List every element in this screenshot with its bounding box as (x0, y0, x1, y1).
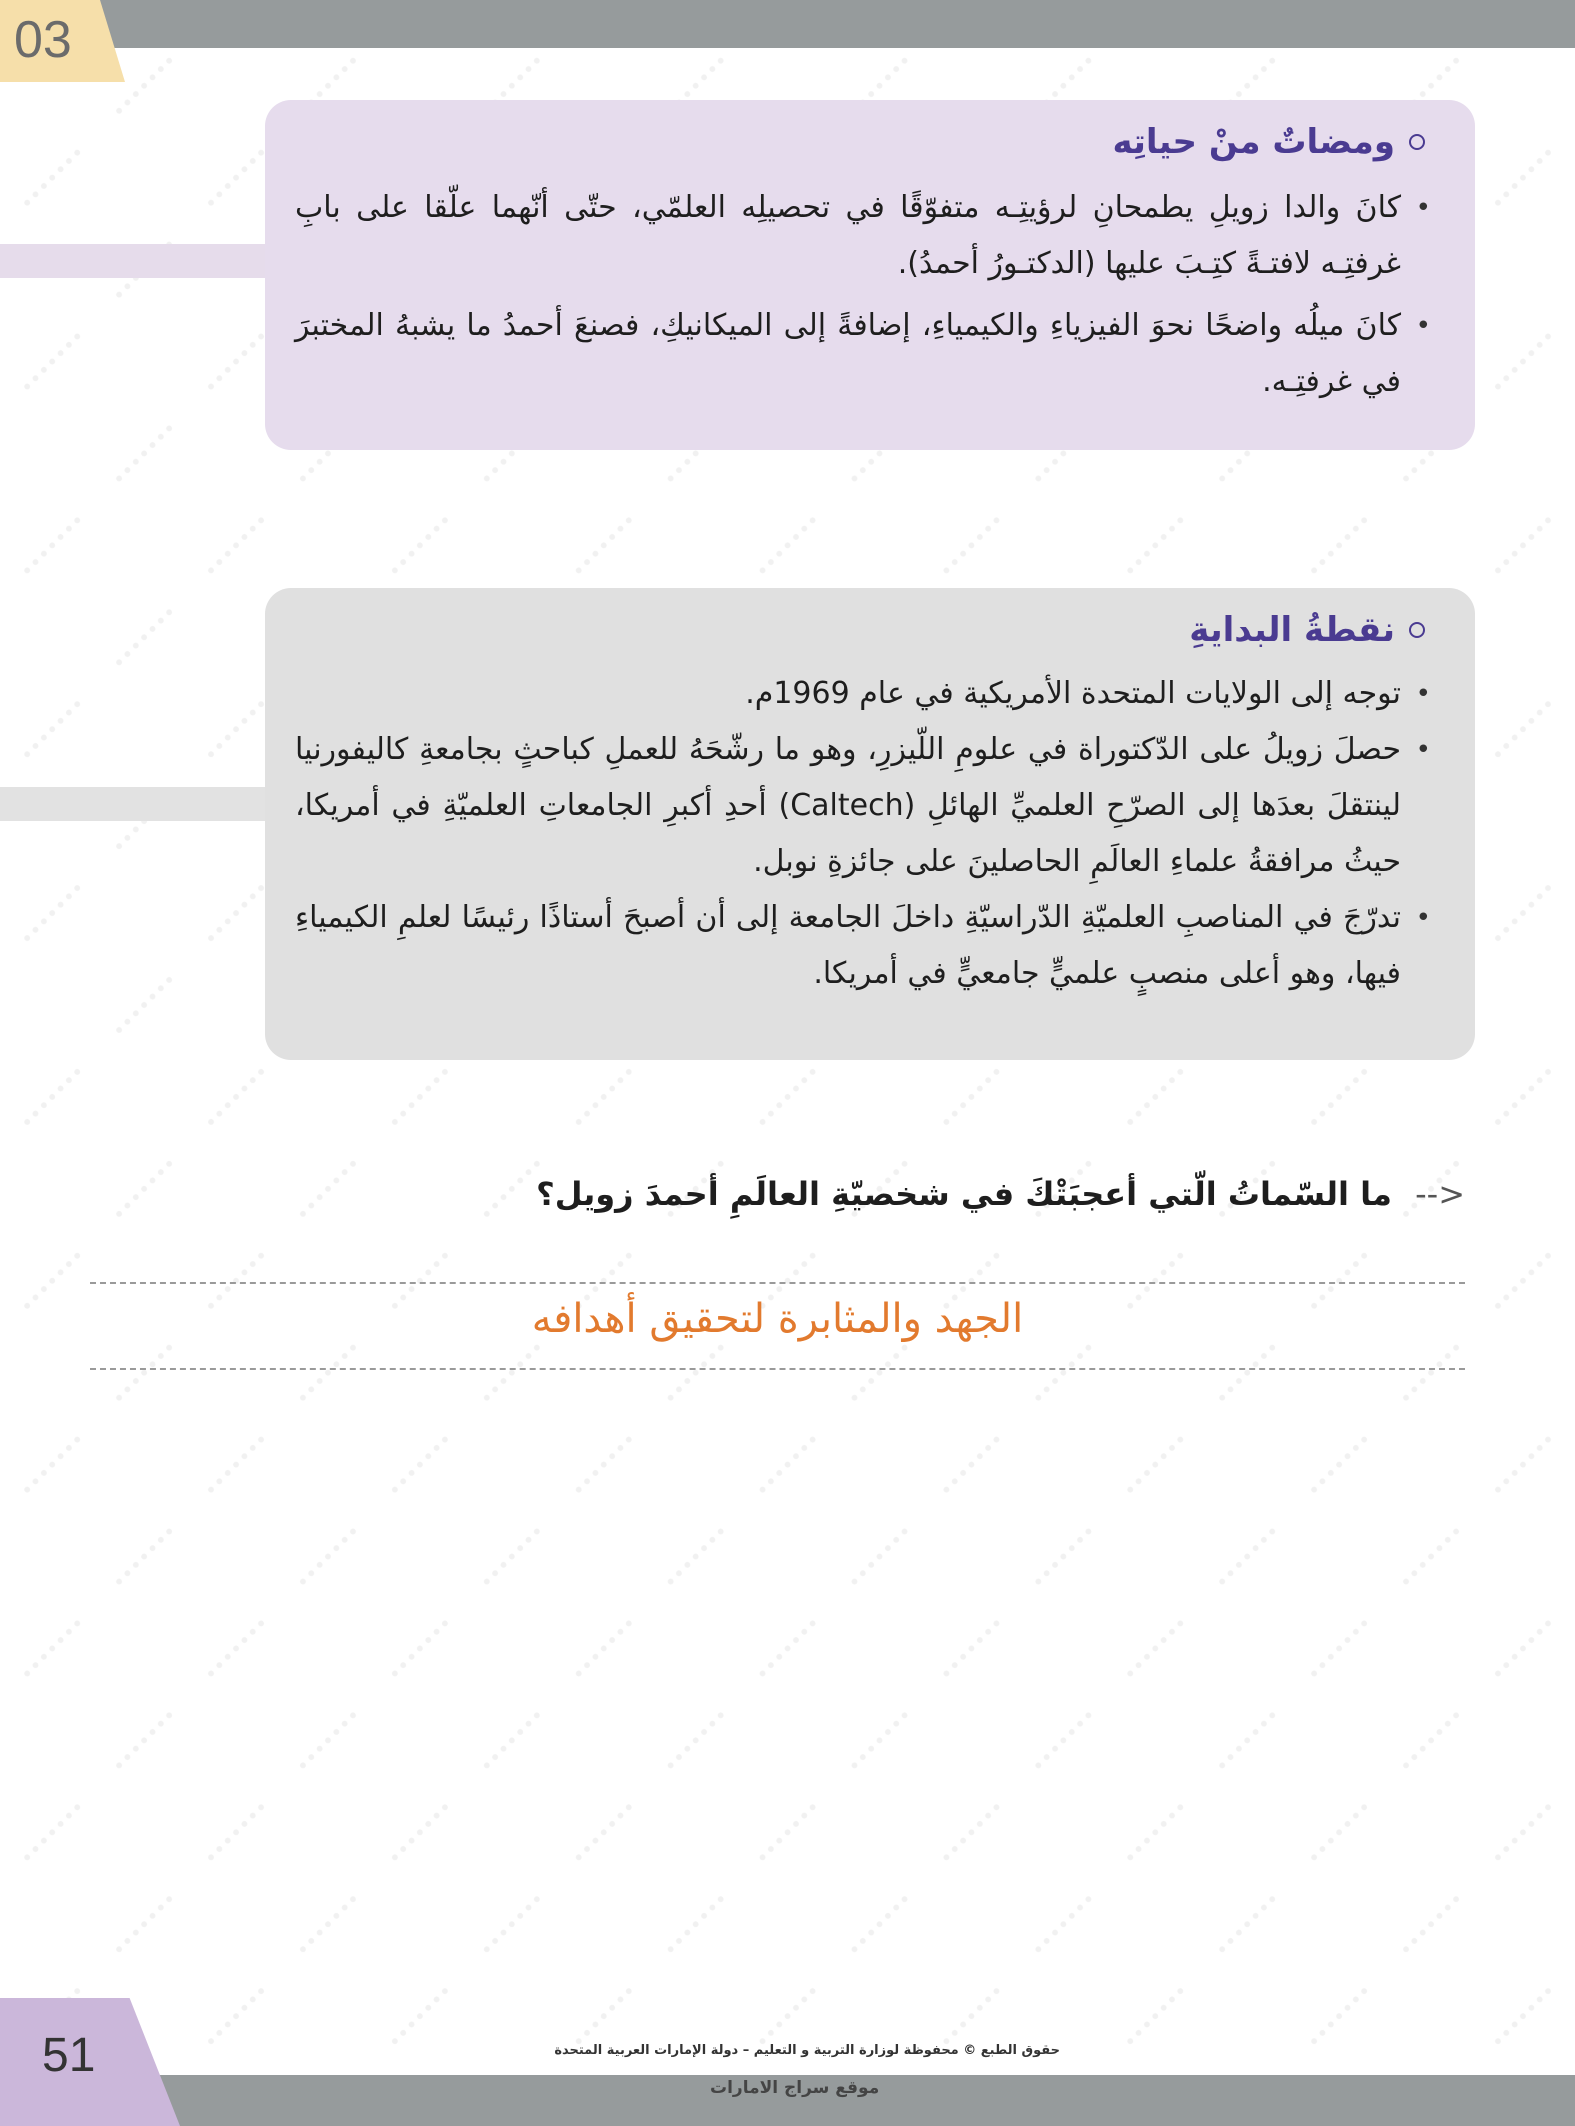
starting-point-box (265, 588, 1475, 1060)
list-item: • حصلَ زويلُ على الدّكتوراة في علومِ اللّيزرِ، وهو ما رشّحَهُ للعملِ كباحثٍ بجامعةِ كاليفورنيا لينتقلَ بعدَها إلى الصرّحِ العلميِّ الهائلِ (Caltech) أحدِ أكبرِ الجامعاتِ العلميّةِ في أمريكا، حيثُ مرافقةُ علماءِ العالَمِ الحاصلينَ على جائزةِ نوبل. (295, 722, 1435, 890)
answer-line-top (90, 1282, 1465, 1284)
life-flashes-title (1113, 122, 1425, 162)
circle-bullet-icon (1409, 134, 1425, 150)
starting-point-title-text: نقطةُ البدايةِ (1189, 610, 1395, 650)
answer-line-bottom (90, 1368, 1465, 1370)
question (536, 1175, 1465, 1213)
chapter-number: 03 (14, 11, 72, 69)
list-item: • كانَ ميلُه واضحًا نحوَ الفيزياءِ والكيمياءِ، إضافةً إلى الميكانيكِ، فصنعَ أحمدُ ما يشبهُ المختبرَ في غرفتِـه. (295, 298, 1435, 410)
starting-point-title (1189, 610, 1425, 650)
life-flashes-list (295, 180, 1435, 410)
top-bar (0, 0, 1575, 48)
side-strip-gray (0, 787, 270, 821)
life-flashes-title-text: ومضاتٌ منْ حياتِه (1112, 122, 1395, 162)
answer-text[interactable]: الجهد والمثابرة لتحقيق أهدافه (531, 1296, 1024, 1342)
list-item: • توجه إلى الولايات المتحدة الأمريكية في عام 1969م. (295, 666, 1435, 722)
arrow-left-icon: <-- (1415, 1175, 1465, 1213)
list-item: • كانَ والدا زويلِ يطمحانِ لرؤيتِـه متفوّقًا في تحصيلِه العلمّي، حتّى أنّهما علّقا على بابِ غرفتِـه لافتـةً كتِـبَ عليها (الدكتـورُ أحمدُ). (295, 180, 1435, 292)
copyright-text: حقوق الطبع © محفوظة لوزارة التربية و التعليم – دولة الإمارات العربية المتحدة (554, 2043, 1060, 2058)
site-name: موقع سراج الامارات (710, 2078, 880, 2098)
circle-bullet-icon (1409, 622, 1425, 638)
question-text: ما السّماتُ الّتي أعجبَتْكَ في شخصيّةِ العالَمِ أحمدَ زويل؟ (536, 1175, 1392, 1213)
starting-point-list (295, 666, 1435, 1002)
life-flashes-box (265, 100, 1475, 450)
list-item: • تدرّجَ في المناصبِ العلميّةِ الدّراسيّةِ داخلَ الجامعة إلى أن أصبحَ أستاذًا رئيسًا لعلمِ الكيمياءِ فيها، وهو أعلى منصبٍ علميٍّ جامعيٍّ في أمريكا. (295, 890, 1435, 1002)
page-number: 51 (42, 2029, 96, 2082)
side-strip-purple (0, 244, 270, 278)
